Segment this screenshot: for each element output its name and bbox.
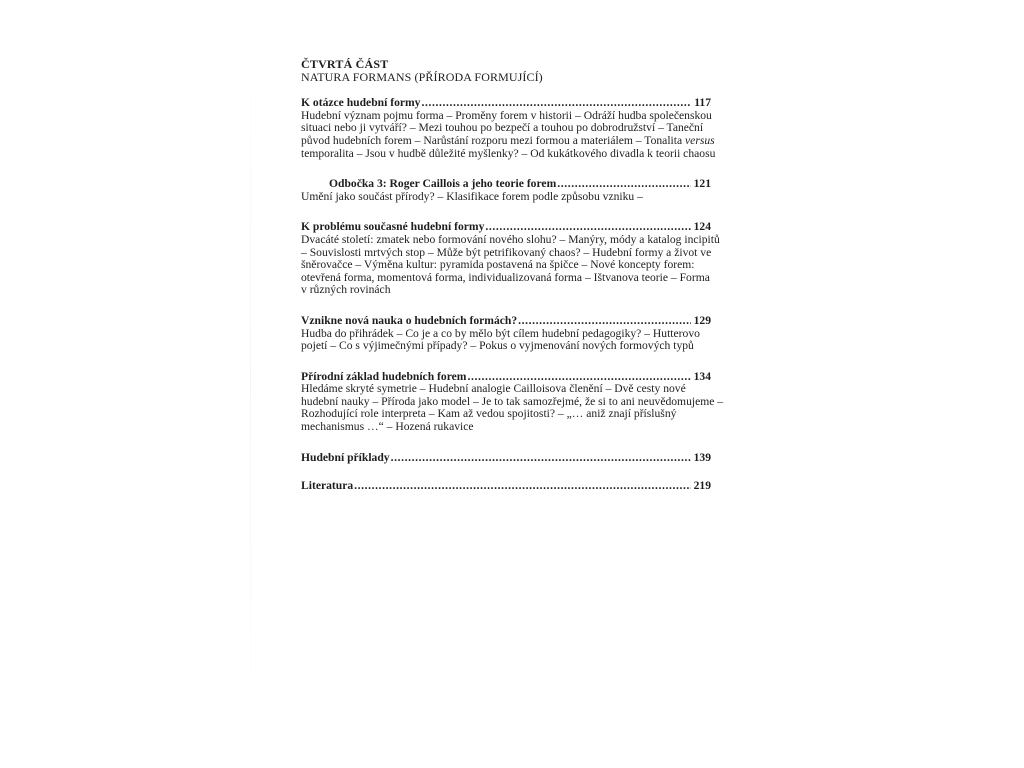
part-title: ČTVRTÁ ČÁST [301, 57, 389, 71]
toc-heading: Literatura [301, 479, 354, 493]
toc-heading: K otázce hudební formy [301, 96, 421, 110]
toc-description-line: Hudba do přihrádek – Co je a co by mělo být cílem hudební pedagogiky? – Hutterovo [301, 326, 700, 340]
italic-term: versus [685, 133, 715, 147]
toc-page-number: 124 [693, 220, 711, 234]
toc-description-line: hudební nauky – Příroda jako model – Je to tak samozřejmé, že si to ani neuvědomujeme – [301, 394, 724, 408]
toc-heading-line [301, 97, 711, 110]
toc-description [301, 382, 724, 434]
toc-description-line: Dvacáté století: zmatek nebo formování nového slohu? – Manýry, módy a katalog incipitů [301, 232, 720, 246]
toc-heading: K problému současné hudební formy [301, 220, 485, 234]
toc-description [301, 328, 711, 353]
toc-description-line: otevřená forma, momentová forma, individualizovaná forma – Ištvanova teorie – Forma [301, 270, 710, 284]
toc-entry-k-otazce-hudebni-formy [301, 96, 716, 160]
toc-page-number: 139 [693, 450, 711, 464]
toc-heading: Přírodní základ hudebních forem [301, 369, 467, 383]
toc-description [301, 232, 720, 297]
toc-heading-line [301, 452, 711, 465]
dot-leader [391, 452, 691, 465]
part-subtitle: NATURA FORMANS (PŘÍRODA FORMUJÍCÍ) [301, 69, 543, 84]
toc-heading-line [301, 315, 711, 328]
toc-page-number: 134 [693, 369, 711, 383]
toc-description [301, 191, 711, 204]
toc-description-line: Umění jako součást přírody? – Klasifikace forem podle způsobu vzniku – [301, 189, 643, 203]
toc-page-number: 219 [693, 479, 711, 493]
toc-description-line: Hledáme skryté symetrie – Hudební analogie Cailloisova členění – Dvě cesty nové [301, 382, 686, 396]
table-of-contents [301, 57, 724, 509]
toc-description-line: pojetí – Co s výjimečnými případy? – Pokus o vyjmenování nových formových typů [301, 339, 694, 353]
toc-entry-odbocka-3 [301, 178, 711, 203]
toc-description-line: mechanismus …“ – Hozená rukavice [301, 420, 474, 434]
toc-entry-vznikne-nova-nauka [301, 315, 711, 353]
toc-page-number: 129 [693, 313, 711, 327]
toc-entry-literatura [301, 480, 711, 493]
toc-description-line: situaci nebo ji vytváří? – Mezi touhou po bezpečí a touhou po dobrodružství – Taneční [301, 121, 704, 135]
page-edge-shading [250, 0, 251, 768]
toc-page-number: 117 [694, 96, 711, 110]
toc-description-line: Rozhodující role interpreta – Kam až vedou spojitosti? – „… aniž znají příslušný [301, 407, 677, 421]
toc-heading-line [301, 178, 711, 191]
dot-leader [557, 178, 690, 191]
toc-description-line: Hudební význam pojmu forma – Proměny forem v historii – Odráží hudba společenskou [301, 108, 712, 122]
toc-description-line [301, 133, 715, 148]
toc-heading-line [301, 480, 711, 493]
toc-entry-k-problemu-soucasne-hudebni-formy [301, 220, 720, 297]
toc-description [301, 108, 716, 160]
dot-leader [354, 480, 690, 493]
toc-description-line: v různých rovinách [301, 283, 391, 297]
toc-heading: Odbočka 3: Roger Caillois a jeho teorie forem [329, 177, 557, 191]
dot-leader [518, 315, 690, 328]
toc-heading: Hudební příklady [301, 450, 390, 464]
toc-description-line-text: původ hudebních forem – Narůstání rozporu mezi formou a materiálem – Tonalita versus [301, 133, 715, 147]
toc-description-line: šněrovačce – Výměna kultur: pyramida postavená na špičce – Nové koncepty forem: [301, 258, 695, 272]
toc-heading: Vznikne nová nauka o hudebních formách? [301, 313, 518, 327]
toc-entry-hudebni-priklady [301, 452, 711, 465]
dot-leader [421, 97, 691, 110]
toc-page-number: 121 [693, 177, 711, 191]
toc-description-line: – Souvislosti mrtvých stop – Může být petrifikovaný chaos? – Hudební formy a život ve [301, 245, 712, 259]
toc-entry-prirodni-zaklad [301, 369, 724, 434]
toc-description-line: temporalita – Jsou v hudbě důležité myšlenky? – Od kukátkového divadla k teorii chaosu [301, 146, 716, 160]
